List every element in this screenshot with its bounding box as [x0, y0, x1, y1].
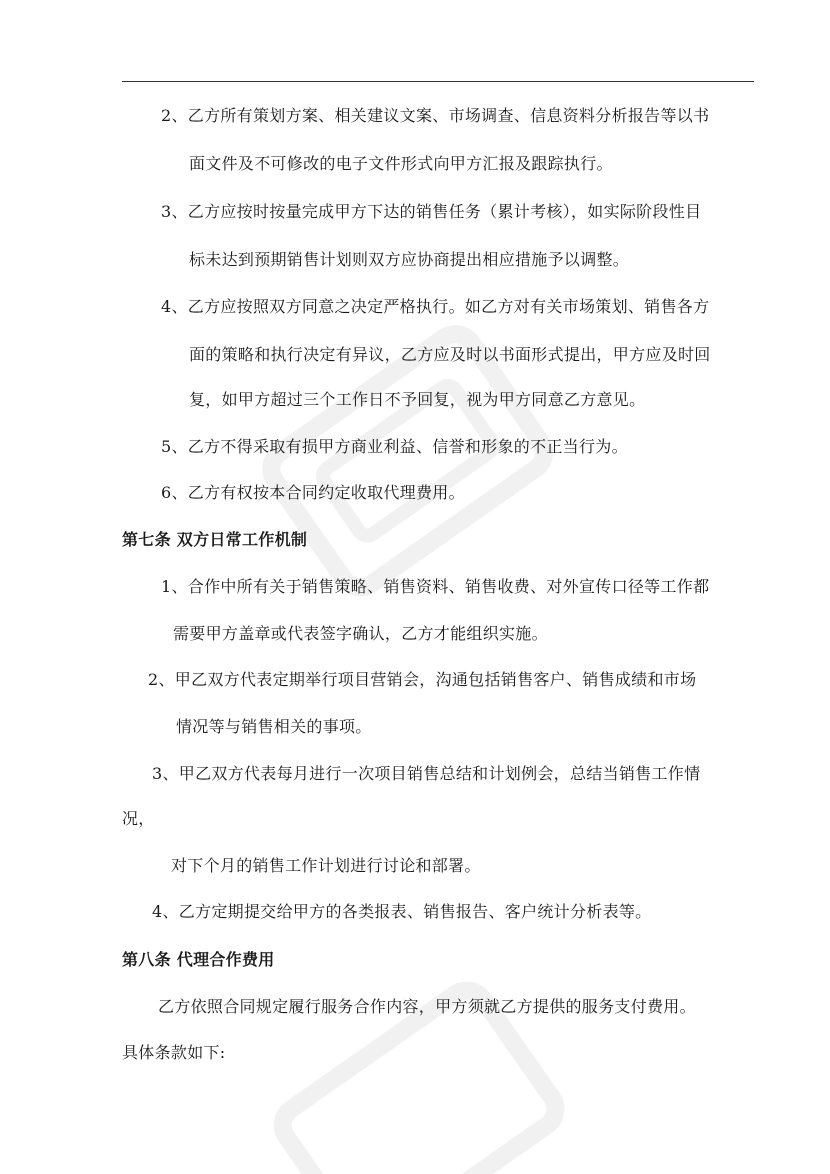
article-7-item-3-line2: 况， [122, 809, 155, 828]
item-4-line2: 面的策略和执行决定有异议，乙方应及时以书面形式提出，甲方应及时回 [189, 345, 711, 364]
item-2-line2: 面文件及不可修改的电子文件形式向甲方汇报及跟踪执行。 [189, 154, 613, 173]
article-7-item-4-line1: 4、乙方定期提交给甲方的各类报表、销售报告、客户统计分析表等。 [152, 902, 652, 921]
article-7-item-2-line2: 情况等与销售相关的事项。 [176, 717, 372, 736]
article-7-item-3-line3: 对下个月的销售工作计划进行讨论和部署。 [171, 856, 481, 875]
article-7-item-1-line1: 1、合作中所有关于销售策略、销售资料、销售收费、对外宣传口径等工作都 [161, 577, 710, 596]
item-4-line3: 复，如甲方超过三个工作日不予回复，视为甲方同意乙方意见。 [189, 390, 646, 409]
article-7-item-3-line1: 3、甲乙双方代表每月进行一次项目销售总结和计划例会，总结当销售工作情 [152, 764, 701, 783]
item-3-line1: 3、乙方应按时按量完成甲方下达的销售任务（累计考核），如实际阶段性目 [161, 202, 702, 221]
article-8-para-1: 乙方依照合同规定履行服务合作内容，甲方须就乙方提供的服务支付费用。 [158, 997, 696, 1016]
article-7-heading: 第七条 双方日常工作机制 [122, 530, 308, 549]
article-7-item-2-line1: 2、甲乙双方代表定期举行项目营销会，沟通包括销售客户、销售成绩和市场 [148, 670, 697, 689]
article-8-para-2: 具体条款如下: [122, 1043, 226, 1062]
item-3-line2: 标未达到预期销售计划则双方应协商提出相应措施予以调整。 [189, 250, 630, 269]
article-7-item-1-line2: 需要甲方盖章或代表签字确认，乙方才能组织实施。 [173, 624, 548, 643]
article-8-heading: 第八条 代理合作费用 [122, 950, 275, 969]
item-6-line1: 6、乙方有权按本合同约定收取代理费用。 [161, 483, 465, 502]
item-2-line1: 2、乙方所有策划方案、相关建议文案、市场调查、信息资料分析报告等以书 [161, 106, 710, 125]
item-5-line1: 5、乙方不得采取有损甲方商业利益、信誉和形象的不正当行为。 [161, 437, 628, 456]
header-rule [122, 81, 754, 82]
item-4-line1: 4、乙方应按照双方同意之决定严格执行。如乙方对有关市场策划、销售各方 [161, 297, 710, 316]
